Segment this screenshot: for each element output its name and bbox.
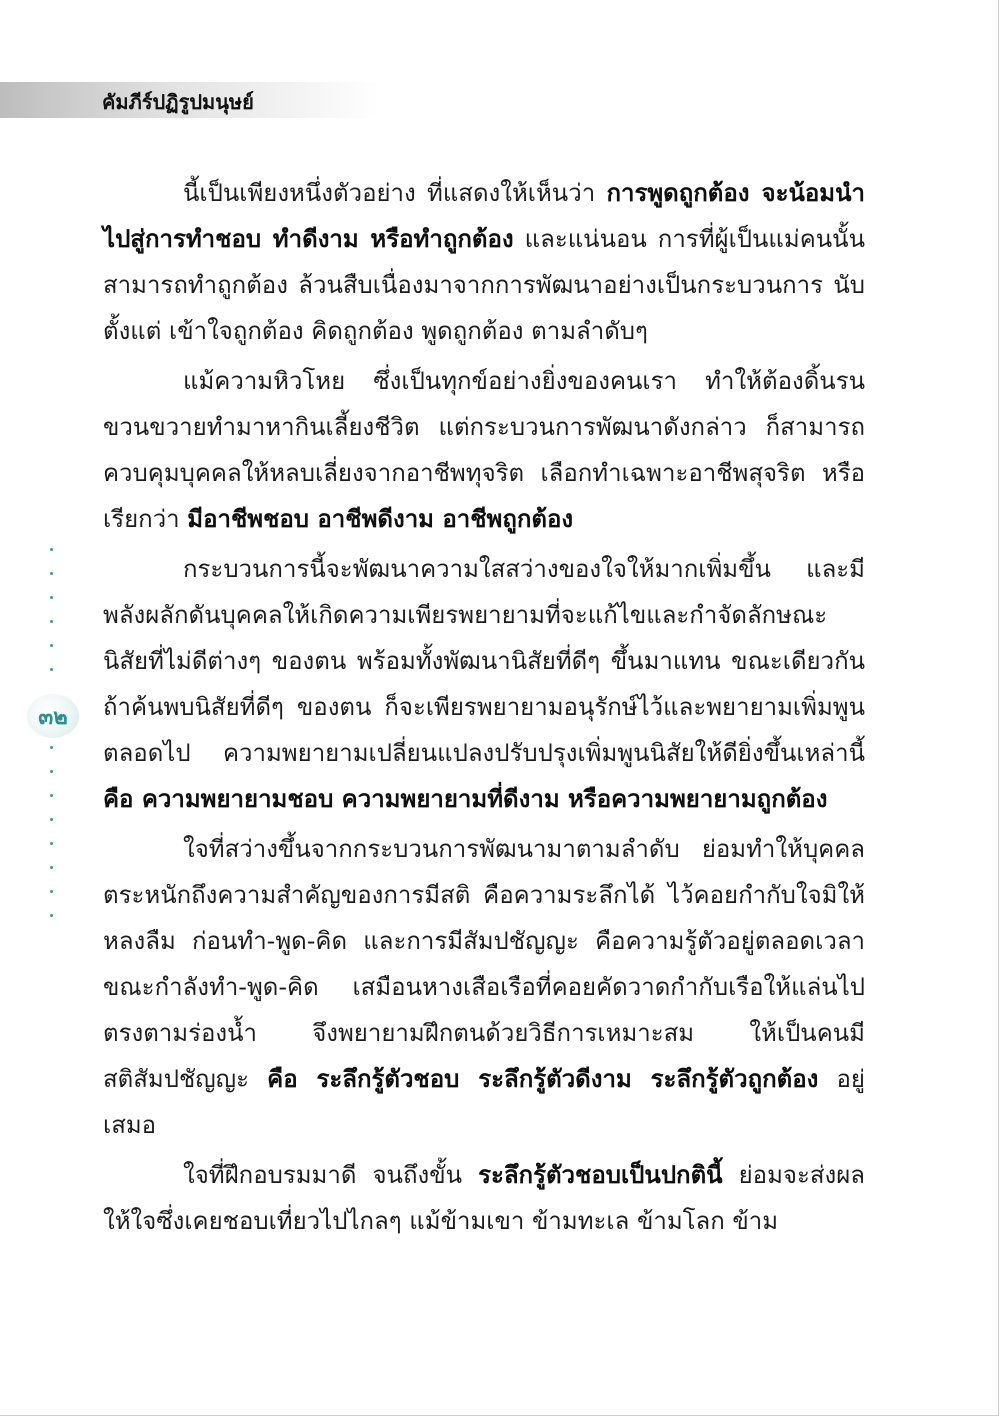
body-text-run: ใจที่สว่างขึ้นจากกระบวนการพัฒนามาตามลำดับ ย่อมทำให้บุคคลตระหนักถึงความสำคัญของการมีสติ คือความระลึกได้ ไว้คอยกำกับใจมิให้หลงลืม ก่อนทำ-พูด-คิด และการมีสัมปชัญญะ คือความรู้ตัวอยู่ตลอดเวลา ขณะกำลังทำ-พูด-คิด เสมือนหางเสือเรือที่คอยคัดวาดกำกับเรือให้แล่นไปตรงตามร่องน้ำ จึงพยายามฝึกตนด้วยวิธีการเหมาะสม ให้เป็นคนมีสติสัมปชัญญะ (103, 835, 865, 1093)
body-text-run: ใจที่ฝึกอบรมมาดี จนถึงขั้น (183, 1161, 479, 1189)
emphasized-text: ระลึกรู้ตัวชอบเป็นปกตินี้ (478, 1161, 723, 1189)
page-number: ๓๒ (38, 704, 68, 730)
body-text (103, 170, 865, 1248)
body-text-run: แม้ความหิวโหย ซึ่งเป็นทุกข์อย่างยิ่งของคนเรา ทำให้ต้องดิ้นรนขวนขวายทำมาหากินเลี้ยงชีวิต แต่กระบวนการพัฒนาดังกล่าว ก็สามารถควบคุมบุคคลให้หลบเลี่ยงจากอาชีพทุจริต เลือกทำเฉพาะอาชีพสุจริต หรือเรียกว่า (103, 367, 865, 533)
paragraph (103, 358, 865, 542)
paragraph (103, 546, 865, 822)
emphasized-text: คือ ความพยายามชอบ ความพยายามที่ดีงาม หรือความพยายามถูกต้อง (103, 785, 828, 813)
body-text-run: ย่อมจะส่งผลให้ใจซึ่งเคยชอบเที่ยวไปไกลๆ แม้ข้ามเขา ข้ามทะเล ข้ามโลก ข้าม (103, 1161, 866, 1235)
paragraph (103, 170, 865, 354)
body-text-run: อยู่เสมอ (103, 1065, 865, 1139)
body-text-run: กระบวนการนี้จะพัฒนาความใสสว่างของใจให้มากเพิ่มขึ้น และมีพลังผลักดันบุคคลให้เกิดความเพียรพยายามที่จะแก้ไขและกำจัดลักษณะนิสัยที่ไม่ดีต่างๆ ของตน พร้อมทั้งพัฒนานิสัยที่ดีๆ ขึ้นมาแทน ขณะเดียวกันถ้าค้นพบนิสัยที่ดีๆ ของตน ก็จะเพียรพยายามอนุรักษ์ไว้และพยายามเพิ่มพูนตลอดไป ความพยายามเปลี่ยนแปลงปรับปรุงเพิ่มพูนนิสัยให้ดียิ่งขึ้นเหล่านี้ (103, 555, 865, 767)
page-number-badge (27, 694, 79, 738)
body-text-run: และแน่นอน การที่ผู้เป็นแม่คนนั้นสามารถทำถูกต้อง ล้วนสืบเนื่องมาจากการพัฒนาอย่างเป็นกระบวนการ นับตั้งแต่ เข้าใจถูกต้อง คิดถูกต้อง พูดถูกต้อง ตามลำดับๆ (103, 225, 865, 345)
paragraph (103, 1152, 865, 1244)
page-header-title: คัมภีร์ปฏิรูปมนุษย์ (102, 90, 254, 114)
paragraph (103, 826, 865, 1148)
emphasized-text: คือ ระลึกรู้ตัวชอบ ระลึกรู้ตัวดีงาม ระลึกรู้ตัวถูกต้อง (267, 1065, 819, 1093)
emphasized-text: มีอาชีพชอบ อาชีพดีงาม อาชีพถูกต้อง (187, 505, 574, 533)
emphasized-text: การพูดถูกต้อง จะน้อมนำไปสู่การทำชอบ ทำดีงาม หรือทำถูกต้อง (103, 179, 865, 253)
body-text-run: นี้เป็นเพียงหนึ่งตัวอย่าง ที่แสดงให้เห็นว่า (183, 179, 607, 207)
